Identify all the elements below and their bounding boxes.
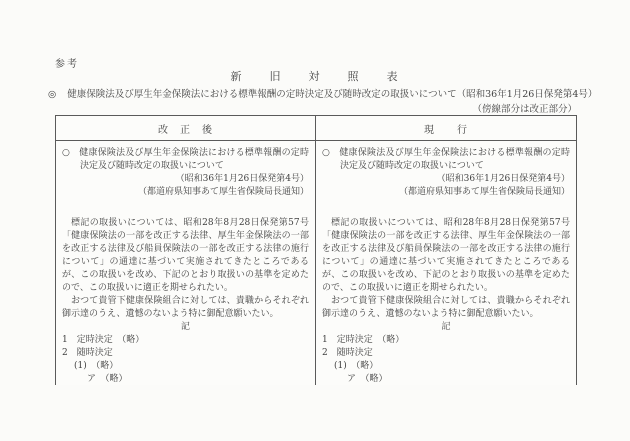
list-item: (1) （略） <box>334 361 379 371</box>
comparison-table <box>55 115 577 385</box>
notice-ref-addressee: （都道府県知事あて厚生省保険局長通知） <box>398 187 570 197</box>
current-column <box>316 116 576 385</box>
double-circle-mark: ◎ <box>48 89 57 100</box>
notice-ref-number: （昭和36年1月26日保発第4号） <box>175 174 309 184</box>
revised-column-header: 改 正 後 <box>56 116 315 141</box>
notice-title: ○ 健康保険法及び厚生年金保険法における標準報酬の定時決定及び随時改定の取扱いについて <box>62 148 309 171</box>
body-paragraph-1: 標記の取扱いについては、昭和28年8月28日保発第57号「健康保険法の一部を改正する法律、厚生年金保険法の一部を改正する法律及び船員保険法の一部を改正する法律の施行について」の通達に基づいて実施されてきたところであるが、この取扱いを改め、下記のとおり取扱いの基準を定めたので、この取扱いに適正を期せられたい。 <box>322 218 570 293</box>
reference-label: 参考 <box>55 59 79 70</box>
current-column-header: 現 行 <box>316 116 576 141</box>
record-heading: 記 <box>441 322 451 332</box>
subject-line <box>48 86 598 100</box>
revised-column <box>56 116 316 385</box>
record-heading: 記 <box>180 322 190 332</box>
body-paragraph-2: おつて貴管下健康保険組合に対しては、貴職からそれぞれ御示達のうえ、遺憾のないよう特に御配意願いたい。 <box>322 296 570 319</box>
list-item: ア （略） <box>347 374 388 384</box>
list-item: 2 随時決定 <box>322 348 373 358</box>
revised-column-body <box>56 141 315 385</box>
list-item: ア （略） <box>87 374 128 384</box>
notice-ref-addressee: （都道府県知事あて厚生省保険局長通知） <box>137 187 309 197</box>
body-paragraph-2: おつて貴管下健康保険組合に対しては、貴職からそれぞれ御示達のうえ、遺憾のないよう特に御配意願いたい。 <box>62 296 309 319</box>
list-item: 2 随時決定 <box>62 348 113 358</box>
revision-note: （傍線部分は改正部分） <box>472 104 577 115</box>
list-item: 1 定時決定 （略） <box>62 335 145 345</box>
list-item: (1) （略） <box>74 361 119 371</box>
list-item: 1 定時決定 （略） <box>322 335 405 345</box>
current-column-body <box>316 141 576 385</box>
body-paragraph-1: 標記の取扱いについては、昭和28年8月28日保発第57号「健康保険法の一部を改正する法律、厚生年金保険法の一部を改正する法律及び船員保険法の一部を改正する法律の施行について」の通達に基づいて実施されてきたところであるが、この取扱いを改め、下記のとおり取扱いの基準を定めたので、この取扱いに適正を期せられたい。 <box>62 218 309 293</box>
notice-title: ○ 健康保険法及び厚生年金保険法における標準報酬の定時決定及び随時改定の取扱いについて <box>322 148 570 171</box>
subject-text: 健康保険法及び厚生年金保険法における標準報酬の定時決定及び随時改定の取扱いについて（昭和36年1月26日保発第4号） <box>67 89 598 100</box>
page-title: 新 旧 対 照 表 <box>230 70 400 83</box>
notice-ref-number: （昭和36年1月26日保発第4号） <box>436 174 570 184</box>
